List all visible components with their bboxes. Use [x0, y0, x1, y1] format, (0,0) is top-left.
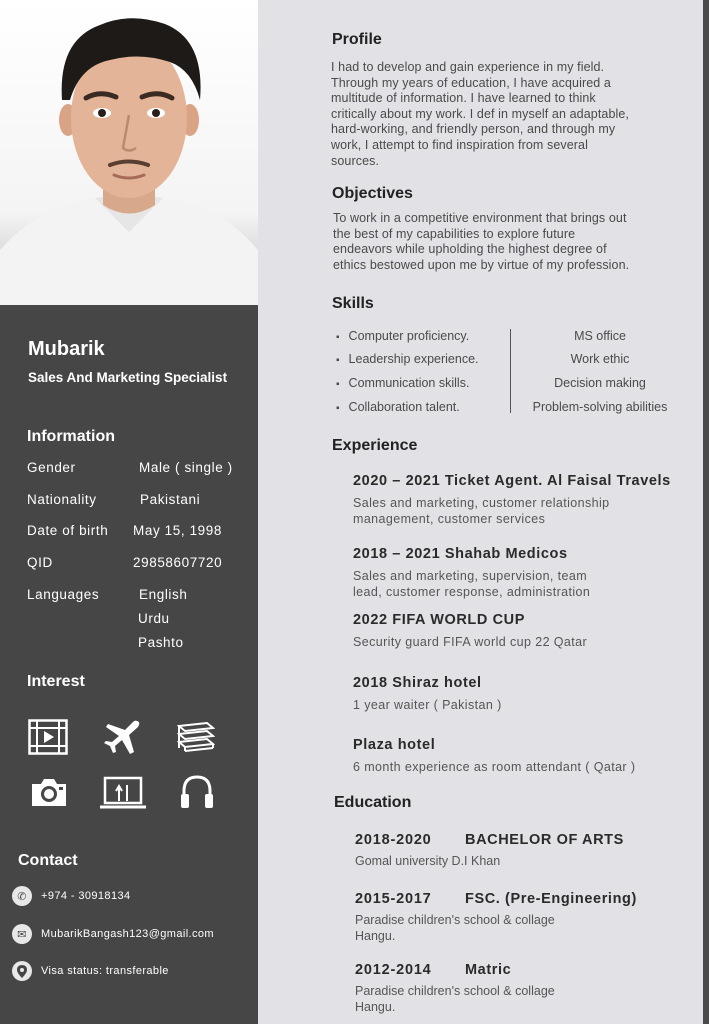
person-name: Mubarik: [28, 338, 105, 360]
languages-label: Languages: [27, 587, 100, 602]
profile-line: sources.: [331, 153, 380, 168]
education-line: Paradise children's school & collage: [355, 913, 555, 927]
education-heading: Education: [334, 794, 412, 811]
objectives-text: [333, 211, 678, 273]
experience-line: 1 year waiter ( Pakistan ): [353, 698, 502, 712]
education-school: [355, 984, 655, 1015]
info-value: Pakistani: [140, 492, 201, 507]
objectives-line: ethics bestowed upon me by virtue of my profession.: [333, 257, 630, 272]
education-degree: Matric: [465, 962, 512, 978]
left-sidebar: [0, 0, 258, 1024]
experience-desc: [353, 635, 683, 651]
skills-divider: [510, 329, 511, 413]
info-value: 29858607720: [133, 555, 223, 570]
objectives-line: endeavors while upholding the highest degree of: [333, 242, 607, 257]
education-years: 2018-2020: [355, 832, 432, 848]
info-label: QID: [27, 555, 53, 570]
profile-line: multitude of information. I have learned to think: [331, 91, 596, 106]
info-value: May 15, 1998: [133, 523, 223, 538]
education-years: 2015-2017: [355, 891, 432, 907]
page-edge: [703, 0, 709, 1024]
profile-line: work, I attempt to find inspiration from several: [331, 137, 588, 152]
contact-phone-row: [12, 886, 131, 906]
education-line: Hangu.: [355, 928, 396, 943]
experience-title: 2020 – 2021 Ticket Agent. Al Faisal Travels: [353, 473, 671, 489]
experience-desc: [353, 760, 683, 776]
interest-heading: Interest: [27, 673, 85, 690]
experience-heading: Experience: [332, 437, 418, 454]
skill-item: ▪ Collaboration talent.: [336, 400, 460, 414]
objectives-line: To work in a competitive environment that brings out: [333, 211, 627, 225]
skill-item: ▪ Computer proficiency.: [336, 329, 469, 343]
experience-title: 2018 Shiraz hotel: [353, 675, 482, 691]
phone-icon: ✆: [12, 886, 32, 906]
profile-line: critically about my work. I def in myself an adaptable,: [331, 106, 629, 121]
education-school: [355, 913, 655, 944]
contact-heading: Contact: [18, 852, 78, 869]
info-value: Male ( single ): [139, 460, 233, 475]
headphones-icon: [180, 774, 214, 810]
info-label: Gender: [27, 460, 76, 475]
contact-phone: +974 - 30918134: [41, 890, 131, 902]
education-years: 2012-2014: [355, 962, 432, 978]
envelope-icon: ✉: [12, 924, 32, 944]
experience-line: Sales and marketing, customer relationship: [353, 496, 610, 510]
education-line: Hangu.: [355, 999, 396, 1014]
laptop-icon: [100, 776, 146, 810]
experience-title: 2018 – 2021 Shahab Medicos: [353, 546, 568, 562]
skill-item: MS office: [574, 329, 626, 343]
camera-icon: [30, 776, 68, 808]
education-school: [355, 854, 655, 870]
skill-item: ▪ Leadership experience.: [336, 352, 479, 366]
info-label: Nationality: [27, 492, 97, 507]
objectives-heading: Objectives: [332, 185, 413, 202]
objectives-line: the best of my capabilities to explore future: [333, 226, 576, 241]
profile-line: hard-working, and friendly person, and through my: [331, 122, 616, 137]
information-heading: Information: [27, 428, 115, 445]
experience-desc: [353, 698, 683, 714]
person-title: Sales And Marketing Specialist: [28, 370, 228, 385]
film-icon: [28, 719, 68, 755]
profile-text: [331, 60, 676, 169]
experience-line: Sales and marketing, supervision, team: [353, 569, 588, 583]
experience-desc: [353, 496, 683, 527]
profile-line: I had to develop and gain experience in my field.: [331, 60, 605, 74]
contact-email-row: [12, 924, 214, 944]
experience-title: Plaza hotel: [353, 737, 436, 753]
profile-line: Through my years of education, I have acquired a: [331, 75, 611, 90]
education-degree: BACHELOR OF ARTS: [465, 832, 624, 848]
experience-line: management, customer services: [353, 511, 546, 526]
skill-item: Problem-solving abilities: [532, 400, 668, 414]
skill-item: ▪ Communication skills.: [336, 376, 469, 390]
skills-heading: Skills: [332, 295, 374, 312]
language-item: Pashto: [138, 635, 184, 650]
books-icon: [177, 722, 215, 752]
contact-visa: Visa status: transferable: [41, 965, 169, 977]
airplane-icon: [104, 718, 142, 756]
education-line: Paradise children's school & collage: [355, 984, 555, 998]
location-pin-icon: [12, 961, 32, 981]
skill-item: Decision making: [554, 376, 646, 390]
contact-email: MubarikBangash123@gmail.com: [41, 928, 214, 940]
experience-line: 6 month experience as room attendant ( Qatar ): [353, 760, 636, 774]
profile-photo: [0, 0, 258, 305]
profile-heading: Profile: [332, 31, 382, 48]
experience-line: lead, customer response, administration: [353, 584, 591, 599]
language-item: Urdu: [138, 611, 170, 626]
experience-line: Security guard FIFA world cup 22 Qatar: [353, 635, 588, 649]
info-label: Date of birth: [27, 523, 109, 538]
language-item: English: [139, 587, 188, 602]
contact-visa-row: [12, 961, 169, 981]
education-line: Gomal university D.I Khan: [355, 854, 501, 868]
skill-item: Work ethic: [570, 352, 630, 366]
experience-title: 2022 FIFA WORLD CUP: [353, 612, 525, 628]
portrait-illustration: [0, 0, 258, 305]
experience-desc: [353, 569, 683, 600]
education-degree: FSC. (Pre-Engineering): [465, 891, 637, 907]
